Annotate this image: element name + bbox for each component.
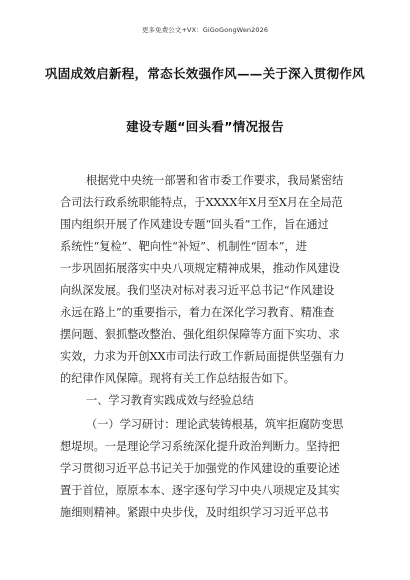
document-title-line-1: 巩固成效启新程，常态长效强作风——关于深入贯彻作风: [44, 66, 365, 81]
paragraph-line: （一）学习研讨：理论武装铸根基，筑牢拒腐防变思: [86, 418, 344, 431]
subsection-1-paragraph: [60, 414, 356, 524]
paragraph-line: 实效，力求为开创XX市司法行政工作新局面提供坚强有力: [60, 350, 345, 363]
document-title-line-2: 建设专题“回头看”情况报告: [126, 119, 284, 134]
paragraph-line: 系统性“复检”、靶向性“补短”、机制性“固本”，进: [60, 240, 307, 253]
paragraph-line: 摆问题、狠抓整改整治、强化组织保障等方面下实功、求: [60, 328, 340, 341]
paragraph-line: 一步巩固拓展落实中央八项规定精神成果，推动作风建设: [60, 262, 340, 275]
header-note: 更多免费公文+VX：GiGoGongWen2026: [141, 26, 269, 34]
section-heading: 一、学习教育实践成效与经验总结: [86, 394, 254, 407]
paragraph-line: 永远在路上”的重要指示，着力在深化学习教育、精准查: [60, 306, 335, 319]
paragraph-line: 学习贯彻习近平总书记关于加强党的作风建设的重要论述: [60, 462, 340, 475]
paragraph-line: 根据党中央统一部署和省市委工作要求，我局紧密结: [86, 174, 344, 187]
paragraph-line: 的纪律作风保障。现将有关工作总结报告如下。: [60, 372, 295, 385]
paragraph-line: 想堤坝。一是理论学习系统深化提升政治判断力。坚持把: [60, 440, 340, 453]
paragraph-line: 向纵深发展。我们坚决对标对表习近平总书记“作风建设: [60, 284, 335, 297]
paragraph-line: 置于首位，原原本本、逐字逐句学习中央八项规定及其实: [60, 484, 340, 497]
intro-paragraph: [60, 170, 356, 390]
paragraph-line: 合司法行政系统职能特点，于XXXX年X月至X月在全局范: [60, 196, 343, 209]
paragraph-line: 围内组织开展了作风建设专题“回头看”工作，旨在通过: [60, 218, 329, 231]
section-heading-1-block: [60, 390, 356, 412]
paragraph-line: 施细则精神。紧跟中央步伐，及时组织学习习近平总书: [60, 506, 329, 519]
